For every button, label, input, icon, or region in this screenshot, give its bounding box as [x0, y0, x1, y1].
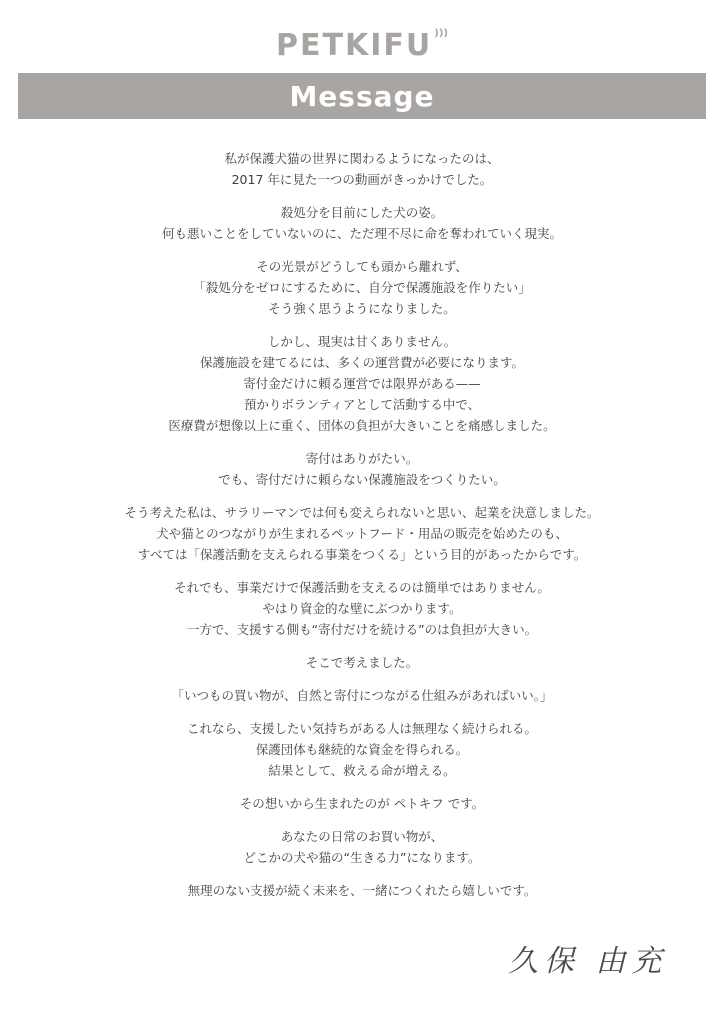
message-line: やはり資金的な壁にぶつかります。 — [262, 601, 462, 616]
message-line: 「殺処分をゼロにするために、自分で保護施設を作りたい」 — [193, 280, 531, 295]
message-paragraph — [40, 793, 684, 814]
message-paragraph — [40, 202, 684, 244]
petkifu-logo — [0, 28, 724, 63]
message-line: 何も悪いことをしていないのに、ただ理不尽に命を奪われていく現実。 — [161, 226, 562, 241]
message-line: 殺処分を目前にした犬の姿。 — [280, 205, 444, 220]
message-paragraph — [40, 148, 684, 190]
message-line: 預かりボランティアとして活動する中で、 — [243, 397, 481, 412]
message-body — [40, 148, 684, 913]
message-line: これなら、支援したい気持ちがある人は無理なく続けられる。 — [186, 721, 537, 736]
message-paragraph — [40, 448, 684, 490]
message-line: そう考えた私は、サラリーマンでは何も変えられないと思い、起業を決意しました。 — [124, 505, 600, 520]
message-paragraph — [40, 256, 684, 319]
message-line: あなたの日常のお買い物が、 — [280, 829, 444, 844]
message-line: 無理のない支援が続く未来を、一緒につくれたら嬉しいです。 — [187, 883, 537, 898]
message-line: 2017 年に見た一つの動画がきっかけでした。 — [231, 172, 493, 187]
message-line: 保護団体も継続的な資金を得られる。 — [255, 742, 469, 757]
message-line: 寄付金だけに頼る運営では限界がある—— — [243, 376, 481, 391]
message-line: 結果として、救える命が増える。 — [268, 763, 456, 778]
message-paragraph — [40, 826, 684, 868]
message-paragraph — [40, 577, 684, 640]
message-paragraph — [40, 652, 684, 673]
message-line: 私が保護犬猫の世界に関わるようになったのは、 — [224, 151, 500, 166]
logo-wave-icon: ))) — [434, 28, 448, 39]
message-line: 「いつもの買い物が、自然と寄付につながる仕組みがあればいい。」 — [171, 688, 553, 703]
message-line: その想いから生まれたのが ペトキフ です。 — [239, 796, 485, 811]
message-line: しかし、現実は甘くありません。 — [267, 334, 457, 349]
banner-title: Message — [289, 79, 435, 113]
message-line: そこで考えました。 — [305, 655, 419, 670]
message-line: でも、寄付だけに頼らない保護施設をつくりたい。 — [218, 472, 506, 487]
message-line: 医療費が想像以上に重く、団体の負担が大きいことを痛感しました。 — [168, 418, 556, 433]
message-line: 犬や猫とのつながりが生まれるペットフード・用品の販売を始めたのも、 — [156, 526, 568, 541]
message-line: どこかの犬や猫の“生きる力”になります。 — [243, 850, 481, 865]
message-line: すべては「保護活動を支えられる事業をつくる」という目的があったからです。 — [137, 547, 587, 562]
message-paragraph — [40, 718, 684, 781]
message-line: その光景がどうしても頭から離れず、 — [256, 259, 468, 274]
message-paragraph — [40, 685, 684, 706]
message-paragraph — [40, 331, 684, 436]
message-line: 寄付はありがたい。 — [305, 451, 419, 466]
message-line: そう強く思うようになりました。 — [268, 301, 456, 316]
message-line: 一方で、支援する側も“寄付だけを続ける”のは負担が大きい。 — [186, 622, 538, 637]
message-line: 保護施設を建てるには、多くの運営費が必要になります。 — [199, 355, 524, 370]
message-line: それでも、事業だけで保護活動を支えるのは簡単ではありません。 — [174, 580, 550, 595]
message-banner — [18, 73, 706, 119]
message-paragraph — [40, 880, 684, 901]
signature: 久保 由充 — [508, 944, 668, 979]
logo-text: PETKIFU — [276, 28, 433, 63]
message-paragraph — [40, 502, 684, 565]
